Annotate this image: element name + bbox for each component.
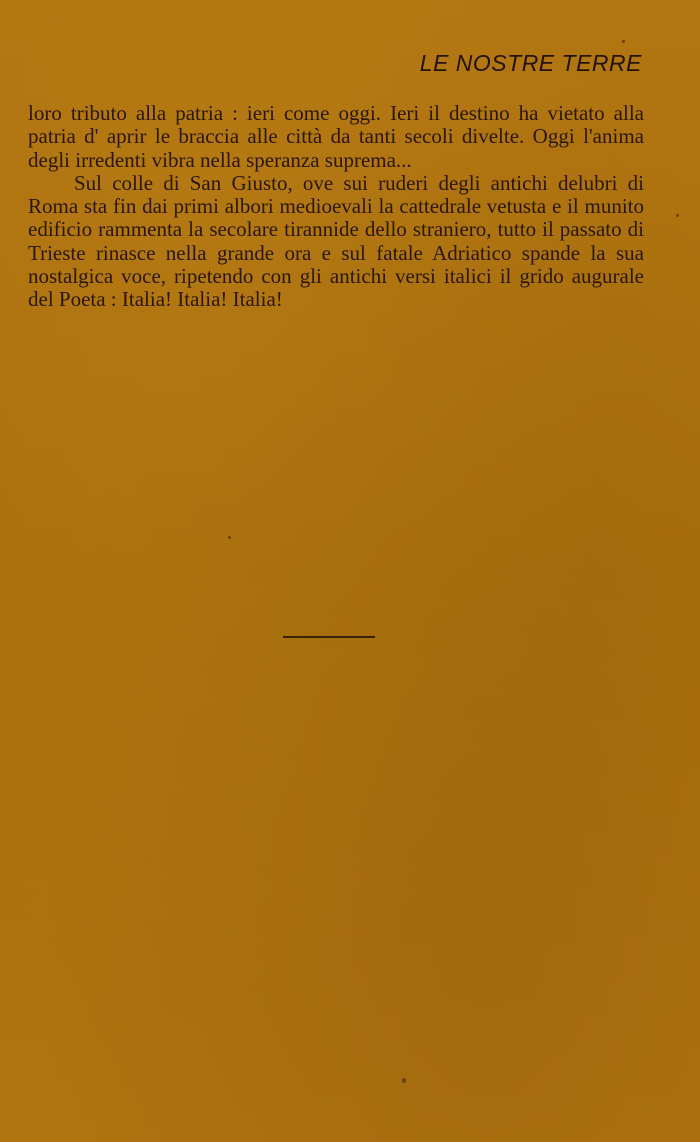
paper-speck xyxy=(402,1078,406,1083)
end-divider-rule xyxy=(283,636,375,638)
paragraph-continuation: loro tributo alla patria : ieri come oggi. Ieri il destino ha vietato alla patria d' aprir le braccia alle città da tanti secoli divelte. Oggi l'anima degli irredenti vibra nella speranza suprema... xyxy=(28,101,644,172)
paragraph-san-giusto: Sul colle di San Giusto, ove sui ruderi degli antichi delubri di Roma sta fin dai primi albori medioevali la cattedrale vetusta e il munito edificio rammenta la secolare tirannide dello straniero, tutto il passato di Trieste rinasce nella grande ora e sul fatale Adriatico spande la sua nostalgica voce, ripetendo con gli antichi versi italici il grido augurale del Poeta : Italia! Italia! Italia! xyxy=(28,170,644,312)
paper-speck xyxy=(676,214,679,217)
running-head-title: LE NOSTRE TERRE xyxy=(419,50,642,76)
body-text xyxy=(28,102,644,312)
paper-speck xyxy=(622,40,625,43)
paper-speck xyxy=(228,536,231,539)
